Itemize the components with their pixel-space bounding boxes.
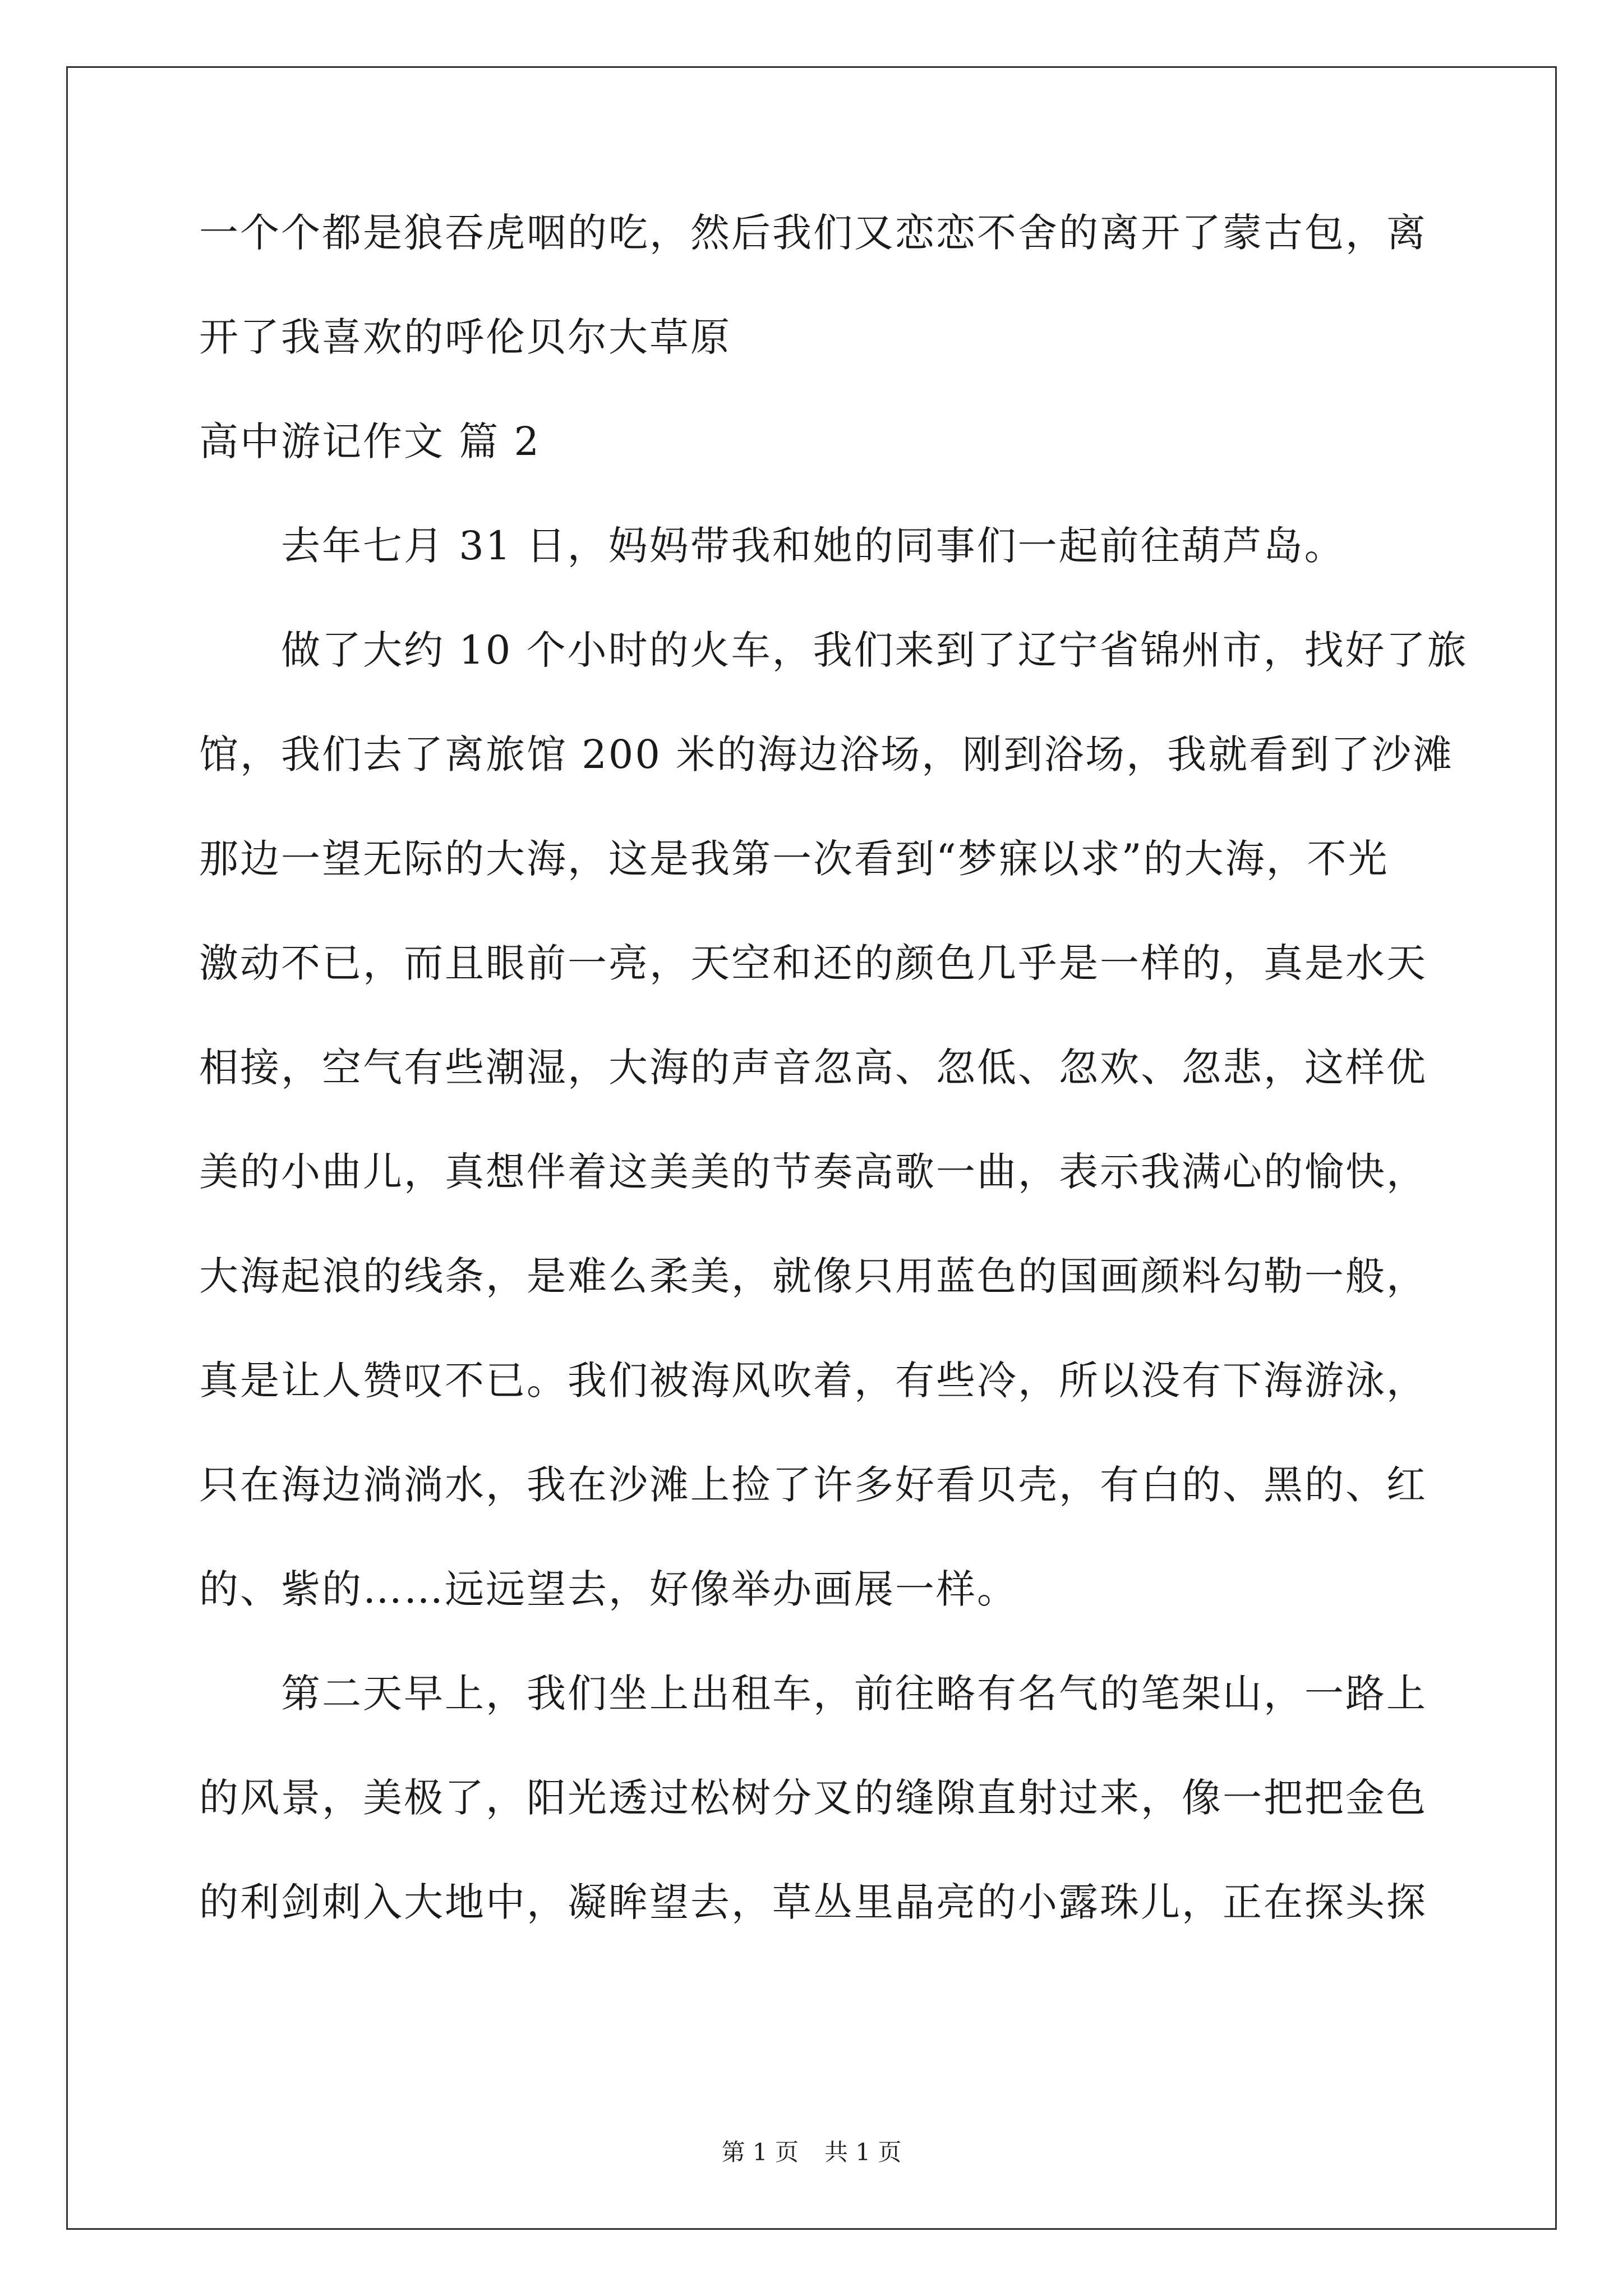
text-line: 激动不已，而且眼前一亮，天空和还的颜色几乎是一样的，真是水天 bbox=[199, 940, 1427, 986]
text-line: 的、紫的……远远望去，好像举办画展一样。 bbox=[199, 1566, 1018, 1612]
text-line: 大海起浪的线条，是难么柔美，就像只用蓝色的国画颜料勾勒一般， bbox=[199, 1253, 1427, 1299]
text-line: 那边一望无际的大海，这是我第一次看到“梦寐以求”的大海，不光 bbox=[199, 836, 1389, 882]
paragraph-start: 第二天早上，我们坐上出租车，前往略有名气的笔架山，一路上 bbox=[281, 1671, 1427, 1717]
text-line: 馆，我们去了离旅馆 200 米的海边浴场，刚到浴场，我就看到了沙滩 bbox=[199, 731, 1454, 777]
paragraph-start: 做了大约 10 个小时的火车，我们来到了辽宁省锦州市，找好了旅 bbox=[281, 627, 1468, 673]
text-line: 真是让人赞叹不已。我们被海风吹着，有些冷，所以没有下海游泳， bbox=[199, 1358, 1427, 1404]
text-line: 只在海边淌淌水，我在沙滩上捡了许多好看贝壳，有白的、黑的、红 bbox=[199, 1462, 1427, 1508]
text-line: 相接，空气有些潮湿，大海的声音忽高、忽低、忽欢、忽悲，这样优 bbox=[199, 1045, 1427, 1091]
text-line: 一个个都是狼吞虎咽的吃，然后我们又恋恋不舍的离开了蒙古包，离 bbox=[199, 210, 1427, 256]
text-line: 开了我喜欢的呼伦贝尔大草原 bbox=[199, 314, 731, 360]
page-total: 共 1 页 bbox=[824, 2138, 902, 2166]
page-number: 第 1 页 bbox=[721, 2138, 799, 2166]
document-body bbox=[199, 210, 1468, 1987]
text-line: 美的小曲儿，真想伴着这美美的节奏高歌一曲，表示我满心的愉快， bbox=[199, 1149, 1427, 1195]
section-heading: 高中游记作文 篇 2 bbox=[199, 418, 541, 464]
text-line: 的风景，美极了，阳光透过松树分叉的缝隙直射过来，像一把把金色 bbox=[199, 1775, 1427, 1821]
text-line: 的利剑刺入大地中，凝眸望去，草丛里晶亮的小露珠儿，正在探头探 bbox=[199, 1879, 1427, 1925]
paragraph-start: 去年七月 31 日，妈妈带我和她的同事们一起前往葫芦岛。 bbox=[281, 523, 1345, 569]
page-footer bbox=[0, 2138, 1623, 2166]
